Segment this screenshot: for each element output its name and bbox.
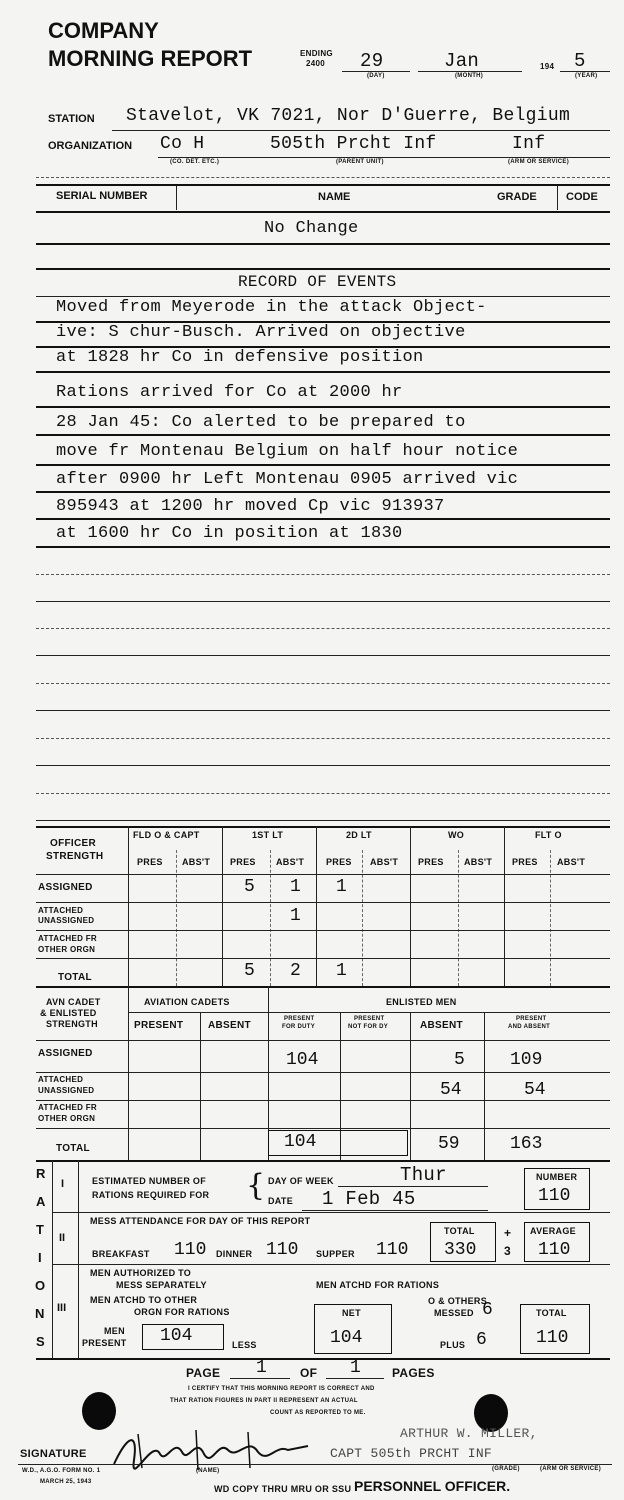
enl-row-attached: ATTACHED [38, 1075, 84, 1084]
rations-letter: A [36, 1194, 46, 1209]
enl-assigned-pfd: 104 [286, 1050, 319, 1070]
enl-row-total: TOTAL [56, 1143, 90, 1154]
total-label: TOTAL [444, 1226, 475, 1236]
sub-pres: PRES [137, 857, 163, 867]
grp-2d-lt: 2D LT [346, 830, 372, 840]
section-ii: II [59, 1232, 66, 1244]
attch-label: MEN ATCHD FOR RATIONS [316, 1280, 440, 1290]
ending-label: ENDING [300, 49, 333, 58]
men-present-2: PRESENT [82, 1338, 127, 1348]
certify-2: THAT RATION FIGURES IN PART II REPRESENT AN ACTUAL [170, 1398, 358, 1404]
assigned-2lt-pres: 1 [336, 877, 347, 897]
total-2lt-pres: 1 [336, 961, 347, 981]
year-prefix: 194 [540, 62, 555, 71]
date-value: 1 Feb 45 [322, 1188, 416, 1210]
pres-for-duty-1: PRESENT [284, 1016, 315, 1022]
org-service: Inf [512, 134, 546, 154]
men-present-value: 104 [160, 1326, 193, 1346]
no-change: No Change [264, 219, 359, 238]
ending-sub: 2400 [306, 59, 325, 68]
auth-2: MESS SEPARATELY [116, 1280, 207, 1290]
rations-letter: S [36, 1334, 45, 1349]
name-caption: (NAME) [196, 1468, 220, 1474]
grp-flt-o: FLT O [535, 830, 562, 840]
event-line: at 1600 hr Co in position at 1830 [56, 524, 403, 543]
handwritten-signature [108, 1424, 318, 1474]
sub-abst: ABS'T [276, 857, 305, 867]
sub-abst: ABS'T [370, 857, 399, 867]
sub-pres: PRES [512, 857, 538, 867]
pres-for-duty-2: FOR DUTY [282, 1024, 316, 1030]
row-attached: ATTACHED [38, 906, 84, 915]
section-i: I [61, 1178, 65, 1190]
auth-1: MEN AUTHORIZED TO [90, 1268, 192, 1278]
year-caption: (YEAR) [575, 73, 598, 79]
org-caption-unit: (PARENT UNIT) [336, 159, 384, 165]
signer-name: ARTHUR W. MILLER, [400, 1426, 538, 1441]
event-line: ive: S chur-Busch. Arrived on objective [56, 323, 466, 342]
row-assigned: ASSIGNED [38, 882, 93, 893]
event-line: Rations arrived for Co at 2000 hr [56, 383, 403, 402]
officer-strength-title1: OFFICER [50, 838, 96, 849]
est-rations-1: ESTIMATED NUMBER OF [92, 1176, 207, 1186]
plus-label: PLUS [440, 1340, 466, 1350]
event-line: after 0900 hr Left Montenau 0905 arrived vic [56, 470, 519, 489]
average-label: AVERAGE [530, 1226, 576, 1236]
enl-title1: AVN CADET [46, 997, 101, 1007]
of-label: OF [300, 1366, 318, 1380]
men-atchd-other-1: MEN ATCHD TO OTHER [90, 1295, 198, 1305]
supper-value: 110 [376, 1240, 409, 1260]
net-value: 104 [330, 1328, 363, 1348]
sub-abst: ABS'T [464, 857, 493, 867]
enl-total-abs: 59 [438, 1134, 460, 1154]
enl-assigned-abs: 5 [454, 1050, 465, 1070]
enl-row-attached-fr: ATTACHED FR [38, 1103, 97, 1112]
form-title-company: COMPANY [48, 18, 159, 43]
form-no-1: W.D., A.G.O. FORM NO. 1 [22, 1468, 101, 1474]
month-caption: (MONTH) [455, 73, 484, 79]
certify-3: COUNT AS REPORTED TO ME. [270, 1410, 366, 1416]
number-label: NUMBER [536, 1172, 578, 1182]
ending-day: 29 [360, 50, 384, 72]
signature-label: SIGNATURE [20, 1448, 87, 1460]
rations-letter: O [35, 1278, 46, 1293]
enlisted-men: ENLISTED MEN [386, 997, 457, 1007]
pres-not-duty-1: PRESENT [354, 1016, 385, 1022]
total-1lt-abs: 2 [290, 961, 301, 981]
dow-label: DAY OF WEEK [268, 1176, 334, 1186]
assigned-1lt-abs: 1 [290, 877, 301, 897]
col-grade: GRADE [497, 191, 537, 203]
enl-row-other-orgn: OTHER ORGN [38, 1114, 96, 1123]
col-code: CODE [566, 191, 598, 203]
men-present-1: MEN [104, 1326, 125, 1336]
row-total: TOTAL [58, 972, 92, 983]
sub-abst: ABS'T [182, 857, 211, 867]
plus-value: 6 [476, 1330, 487, 1350]
org-caption-company: (CO. DET. ETC.) [170, 159, 220, 165]
cadets-absent: ABSENT [208, 1020, 251, 1031]
mess-attendance: MESS ATTENDANCE FOR DAY OF THIS REPORT [90, 1216, 311, 1226]
grp-1st-lt: 1ST LT [252, 830, 284, 840]
o-others-1: O & OTHERS [428, 1296, 488, 1306]
event-line: 28 Jan 45: Co alerted to be prepared to [56, 413, 466, 432]
breakfast-label: BREAKFAST [92, 1249, 150, 1259]
enl-unassigned-total: 54 [524, 1080, 546, 1100]
day-caption: (DAY) [367, 73, 385, 79]
page-num: 1 [256, 1358, 267, 1378]
enl-unassigned-abs: 54 [440, 1080, 462, 1100]
dinner-value: 110 [266, 1240, 299, 1260]
event-line: at 1828 hr Co in defensive position [56, 348, 424, 367]
cadets-present: PRESENT [134, 1020, 184, 1031]
organization-label: ORGANIZATION [48, 140, 133, 152]
o-others-2: MESSED [434, 1308, 474, 1318]
certify-1: I CERTIFY THAT THIS MORNING REPORT IS CORRECT AND [188, 1386, 375, 1392]
form-title-morning-report: MORNING REPORT [48, 46, 253, 71]
date-label: DATE [268, 1196, 294, 1206]
wd-copy: WD COPY THRU MRU OR SSU [214, 1484, 352, 1494]
org-caption-service: (ARM OR SERVICE) [508, 159, 570, 165]
station-value: Stavelot, VK 7021, Nor D'Guerre, Belgium [126, 106, 571, 126]
net-label: NET [342, 1308, 361, 1318]
enl-assigned-total: 109 [510, 1050, 543, 1070]
enl-total-pfd: 104 [284, 1132, 317, 1152]
dinner-label: DINNER [216, 1249, 253, 1259]
men-atchd-other-2: ORGN FOR RATIONS [134, 1307, 230, 1317]
sub-abst: ABS'T [557, 857, 586, 867]
sub-pres: PRES [326, 857, 352, 867]
divide-three: 3 [504, 1244, 511, 1258]
brace-icon: { [246, 1168, 266, 1203]
total2-value: 110 [536, 1328, 569, 1348]
event-line: 895943 at 1200 hr moved Cp vic 913937 [56, 497, 445, 516]
rations-letter: I [38, 1250, 42, 1265]
ending-year: 5 [574, 50, 586, 72]
average-value: 110 [538, 1240, 571, 1260]
event-line: move fr Montenau Belgium on half hour notice [56, 442, 519, 461]
enl-total-total: 163 [510, 1134, 543, 1154]
sub-pres: PRES [418, 857, 444, 867]
less-label: LESS [232, 1340, 257, 1350]
unassigned-1lt-abs: 1 [290, 906, 301, 926]
org-company: Co H [160, 134, 205, 154]
row-attached-fr: ATTACHED FR [38, 934, 97, 943]
row-unassigned: UNASSIGNED [38, 916, 95, 925]
enl-row-assigned: ASSIGNED [38, 1048, 93, 1059]
est-rations-2: RATIONS REQUIRED FOR [92, 1190, 210, 1200]
page-total: 1 [350, 1358, 361, 1378]
arm-caption: (ARM OR SERVICE) [540, 1466, 602, 1472]
form-no-2: MARCH 25, 1943 [40, 1479, 92, 1485]
grp-wo: WO [448, 830, 465, 840]
grade-caption: (GRADE) [492, 1466, 520, 1472]
col-serial-number: SERIAL NUMBER [56, 190, 148, 202]
enl-absent: ABSENT [420, 1020, 463, 1031]
enl-title3: STRENGTH [46, 1019, 98, 1029]
rations-letter: R [36, 1166, 46, 1181]
messed-value: 6 [482, 1300, 493, 1320]
total-1lt-pres: 5 [244, 961, 255, 981]
enl-row-unassigned: UNASSIGNED [38, 1086, 95, 1095]
total2-label: TOTAL [536, 1308, 567, 1318]
station-label: STATION [48, 113, 95, 125]
pres-abs-1: PRESENT [516, 1016, 547, 1022]
total-value: 330 [444, 1240, 477, 1260]
signer-title: CAPT 505th PRCHT INF [330, 1446, 493, 1461]
record-of-events-title: RECORD OF EVENTS [238, 273, 397, 291]
row-other-orgn: OTHER ORGN [38, 945, 96, 954]
breakfast-value: 110 [174, 1240, 207, 1260]
col-name: NAME [318, 191, 351, 203]
sub-pres: PRES [230, 857, 256, 867]
plus-sign: + [504, 1226, 512, 1240]
assigned-1lt-pres: 5 [244, 877, 255, 897]
enl-title2: & ENLISTED [40, 1008, 97, 1018]
event-line: Moved from Meyerode in the attack Object- [56, 298, 487, 317]
rations-letter: T [36, 1222, 44, 1237]
officer-strength-title2: STRENGTH [46, 851, 104, 862]
personnel-officer: PERSONNEL OFFICER. [354, 1478, 511, 1494]
org-unit: 505th Prcht Inf [270, 134, 437, 154]
rations-letter: N [35, 1306, 45, 1321]
pres-abs-2: AND ABSENT [508, 1024, 551, 1030]
section-iii: III [57, 1302, 67, 1314]
ending-month: Jan [444, 50, 480, 72]
grp-fld-o-capt: FLD O & CAPT [133, 830, 200, 840]
pres-not-duty-2: NOT FOR DY [348, 1024, 388, 1030]
pages-label: PAGES [392, 1366, 435, 1380]
aviation-cadets: AVIATION CADETS [144, 997, 230, 1007]
supper-label: SUPPER [316, 1249, 355, 1259]
dow-value: Thur [400, 1164, 447, 1186]
page-label: PAGE [186, 1366, 221, 1380]
number-value: 110 [538, 1186, 571, 1206]
